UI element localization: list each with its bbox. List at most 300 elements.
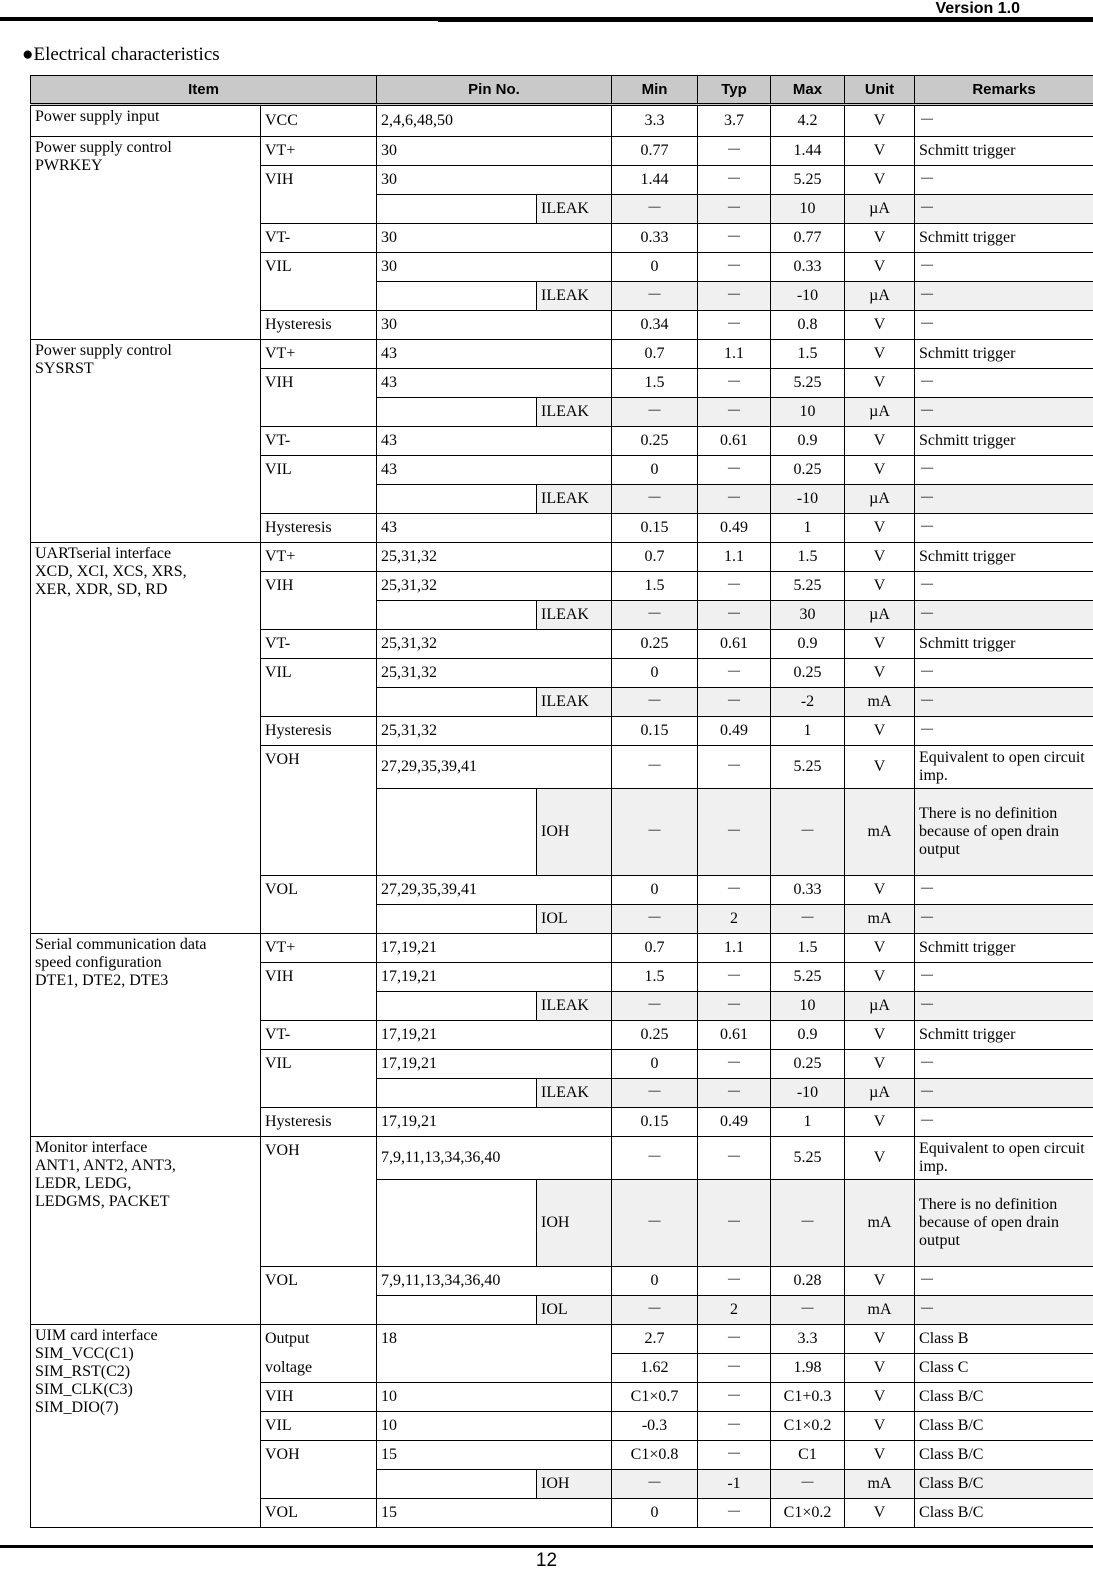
min-value: － xyxy=(612,398,698,427)
min-value: － xyxy=(612,195,698,224)
pin-blank xyxy=(377,1470,537,1499)
typ-value: － xyxy=(698,1354,771,1383)
pin-blank xyxy=(377,789,537,876)
param-name: VIH xyxy=(261,572,377,630)
min-value: 0 xyxy=(612,1499,698,1528)
typ-value: － xyxy=(698,456,771,485)
remarks: Class C xyxy=(915,1354,1093,1383)
max-value: 1 xyxy=(771,1108,845,1137)
unit-value: µA xyxy=(845,992,915,1021)
min-value: 0 xyxy=(612,876,698,905)
max-value: 30 xyxy=(771,601,845,630)
unit-value: µA xyxy=(845,1079,915,1108)
unit-value: V xyxy=(845,369,915,398)
max-value: 1.5 xyxy=(771,934,845,963)
unit-value: V xyxy=(845,1412,915,1441)
param-name: VOL xyxy=(261,1267,377,1325)
unit-value: V xyxy=(845,543,915,572)
min-value: 2.7 xyxy=(612,1325,698,1354)
remarks: Class B/C xyxy=(915,1470,1093,1499)
remarks: － xyxy=(915,456,1093,485)
pin-blank xyxy=(377,992,537,1021)
pin-number: 43 xyxy=(377,340,612,369)
max-value: -10 xyxy=(771,1079,845,1108)
sub-param: IOL xyxy=(537,1296,612,1325)
unit-value: V xyxy=(845,311,915,340)
param-name: VT+ xyxy=(261,934,377,963)
typ-value: － xyxy=(698,659,771,688)
header-remarks: Remarks xyxy=(915,76,1093,105)
param-name: VIL xyxy=(261,659,377,717)
remarks: There is no definition because of open drain output xyxy=(915,1180,1093,1267)
min-value: 0.7 xyxy=(612,934,698,963)
unit-value: µA xyxy=(845,195,915,224)
typ-value: － xyxy=(698,992,771,1021)
pin-number: 30 xyxy=(377,311,612,340)
min-value: 1.44 xyxy=(612,166,698,195)
unit-value: V xyxy=(845,166,915,195)
remarks: － xyxy=(915,514,1093,543)
min-value: 0.25 xyxy=(612,427,698,456)
typ-value: 0.61 xyxy=(698,427,771,456)
remarks: － xyxy=(915,1296,1093,1325)
typ-value: － xyxy=(698,1180,771,1267)
sub-param: IOH xyxy=(537,1470,612,1499)
max-value: 10 xyxy=(771,992,845,1021)
unit-value: µA xyxy=(845,282,915,311)
max-value: 10 xyxy=(771,398,845,427)
max-value: 5.25 xyxy=(771,746,845,789)
min-value: 0.15 xyxy=(612,1108,698,1137)
unit-value: V xyxy=(845,456,915,485)
remarks: Schmitt trigger xyxy=(915,543,1093,572)
unit-value: V xyxy=(845,340,915,369)
remarks: － xyxy=(915,1267,1093,1296)
typ-value: 0.49 xyxy=(698,1108,771,1137)
pin-blank xyxy=(377,905,537,934)
item-name: Power supply control PWRKEY xyxy=(31,137,261,340)
remarks: － xyxy=(915,992,1093,1021)
pin-blank xyxy=(377,601,537,630)
table-row xyxy=(31,1325,1093,1354)
min-value: 0.7 xyxy=(612,340,698,369)
unit-value: V xyxy=(845,514,915,543)
unit-value: µA xyxy=(845,398,915,427)
unit-value: V xyxy=(845,630,915,659)
pin-number: 17,19,21 xyxy=(377,1050,612,1079)
unit-value: V xyxy=(845,1137,915,1180)
pin-number: 27,29,35,39,41 xyxy=(377,876,612,905)
pin-number: 15 xyxy=(377,1499,612,1528)
typ-value: 0.61 xyxy=(698,1021,771,1050)
min-value: 0 xyxy=(612,1050,698,1079)
typ-value: 0.61 xyxy=(698,630,771,659)
remarks: － xyxy=(915,282,1093,311)
header-pin: Pin No. xyxy=(377,76,612,105)
header-max: Max xyxy=(771,76,845,105)
item-name: Serial communication data speed configuration DTE1, DTE2, DTE3 xyxy=(31,934,261,1137)
remarks: － xyxy=(915,688,1093,717)
max-value: 5.25 xyxy=(771,963,845,992)
table-row xyxy=(31,105,1093,137)
pin-number: 7,9,11,13,34,36,40 xyxy=(377,1267,612,1296)
typ-value: － xyxy=(698,137,771,166)
max-value: 3.3 xyxy=(771,1325,845,1354)
max-value: 5.25 xyxy=(771,572,845,601)
pin-number: 18 xyxy=(377,1325,612,1354)
param-name: VIH xyxy=(261,166,377,224)
remarks: Schmitt trigger xyxy=(915,1021,1093,1050)
max-value: -10 xyxy=(771,485,845,514)
sub-param: ILEAK xyxy=(537,195,612,224)
unit-value: V xyxy=(845,253,915,282)
min-value: 1.5 xyxy=(612,572,698,601)
min-value: 0.25 xyxy=(612,630,698,659)
min-value: － xyxy=(612,1079,698,1108)
min-value: － xyxy=(612,688,698,717)
pin-blank xyxy=(377,1079,537,1108)
min-value: C1×0.8 xyxy=(612,1441,698,1470)
max-value: C1×0.2 xyxy=(771,1412,845,1441)
remarks: Schmitt trigger xyxy=(915,934,1093,963)
max-value: 0.25 xyxy=(771,1050,845,1079)
max-value: -10 xyxy=(771,282,845,311)
typ-value: － xyxy=(698,1499,771,1528)
remarks: Class B xyxy=(915,1325,1093,1354)
min-value: 0 xyxy=(612,253,698,282)
min-value: 0 xyxy=(612,456,698,485)
pin-number: 17,19,21 xyxy=(377,1021,612,1050)
unit-value: mA xyxy=(845,1180,915,1267)
min-value: 1.5 xyxy=(612,369,698,398)
max-value: 0.9 xyxy=(771,630,845,659)
typ-value: － xyxy=(698,1050,771,1079)
remarks: － xyxy=(915,1079,1093,1108)
remarks: Equivalent to open circuit imp. xyxy=(915,1137,1093,1180)
max-value: 4.2 xyxy=(771,105,845,137)
table-row xyxy=(31,137,1093,166)
unit-value: V xyxy=(845,1499,915,1528)
max-value: 0.28 xyxy=(771,1267,845,1296)
typ-value: － xyxy=(698,1079,771,1108)
max-value: C1 xyxy=(771,1441,845,1470)
pin-number: 2,4,6,48,50 xyxy=(377,105,612,137)
pin-number: 25,31,32 xyxy=(377,717,612,746)
max-value: － xyxy=(771,789,845,876)
pin-blank xyxy=(377,688,537,717)
pin-number: 15 xyxy=(377,1441,612,1470)
param-name: Hysteresis xyxy=(261,311,377,340)
unit-value: µA xyxy=(845,601,915,630)
unit-value: mA xyxy=(845,688,915,717)
pin-number: 17,19,21 xyxy=(377,1108,612,1137)
unit-value: V xyxy=(845,1383,915,1412)
param-name: VT+ xyxy=(261,543,377,572)
typ-value: － xyxy=(698,166,771,195)
max-value: C1×0.2 xyxy=(771,1499,845,1528)
min-value: 0.25 xyxy=(612,1021,698,1050)
pin-blank xyxy=(377,1296,537,1325)
min-value: － xyxy=(612,905,698,934)
header-rule-thin xyxy=(438,21,1093,22)
sub-param: ILEAK xyxy=(537,1079,612,1108)
pin-number: 27,29,35,39,41 xyxy=(377,746,612,789)
header-min: Min xyxy=(612,76,698,105)
max-value: 1.5 xyxy=(771,340,845,369)
pin-blank xyxy=(377,485,537,514)
typ-value: － xyxy=(698,1441,771,1470)
min-value: － xyxy=(612,1470,698,1499)
remarks: － xyxy=(915,717,1093,746)
pin-number: 30 xyxy=(377,253,612,282)
typ-value: － xyxy=(698,1383,771,1412)
unit-value: V xyxy=(845,934,915,963)
max-value: － xyxy=(771,1296,845,1325)
max-value: 0.9 xyxy=(771,1021,845,1050)
sub-param: ILEAK xyxy=(537,688,612,717)
typ-value: － xyxy=(698,746,771,789)
pin-number: 25,31,32 xyxy=(377,572,612,601)
pin-number: 30 xyxy=(377,137,612,166)
remarks: Schmitt trigger xyxy=(915,224,1093,253)
typ-value: － xyxy=(698,253,771,282)
sub-param: IOH xyxy=(537,789,612,876)
table-header-row xyxy=(31,76,1093,105)
min-value: － xyxy=(612,601,698,630)
param-name: VOH xyxy=(261,1441,377,1499)
unit-value: V xyxy=(845,427,915,456)
param-name: Hysteresis xyxy=(261,717,377,746)
remarks: Class B/C xyxy=(915,1499,1093,1528)
section-title: ●Electrical characteristics xyxy=(22,44,220,65)
remarks: － xyxy=(915,876,1093,905)
unit-value: V xyxy=(845,224,915,253)
min-value: － xyxy=(612,992,698,1021)
pin-number: 17,19,21 xyxy=(377,963,612,992)
min-value: 0.15 xyxy=(612,717,698,746)
unit-value: V xyxy=(845,963,915,992)
max-value: 10 xyxy=(771,195,845,224)
sub-param: IOH xyxy=(537,1180,612,1267)
pin-blank xyxy=(377,1180,537,1267)
min-value: － xyxy=(612,1137,698,1180)
max-value: 0.9 xyxy=(771,427,845,456)
remarks: － xyxy=(915,601,1093,630)
typ-value: 1.1 xyxy=(698,934,771,963)
sub-param: IOL xyxy=(537,905,612,934)
table-row xyxy=(31,340,1093,369)
item-name: Power supply input xyxy=(31,105,261,137)
remarks: － xyxy=(915,659,1093,688)
pin-number: 25,31,32 xyxy=(377,659,612,688)
unit-value: V xyxy=(845,746,915,789)
typ-value: － xyxy=(698,1137,771,1180)
unit-value: mA xyxy=(845,1470,915,1499)
min-value: 0 xyxy=(612,659,698,688)
param-name: VIH xyxy=(261,1383,377,1412)
unit-value: V xyxy=(845,1021,915,1050)
header-unit: Unit xyxy=(845,76,915,105)
typ-value: － xyxy=(698,789,771,876)
remarks: Class B/C xyxy=(915,1383,1093,1412)
item-name: Power supply control SYSRST xyxy=(31,340,261,543)
unit-value: V xyxy=(845,659,915,688)
max-value: 5.25 xyxy=(771,1137,845,1180)
typ-value: － xyxy=(698,311,771,340)
remarks: There is no definition because of open drain output xyxy=(915,789,1093,876)
unit-value: mA xyxy=(845,1296,915,1325)
typ-value: -1 xyxy=(698,1470,771,1499)
typ-value: － xyxy=(698,224,771,253)
max-value: 1.44 xyxy=(771,137,845,166)
typ-value: － xyxy=(698,398,771,427)
pin-number: 30 xyxy=(377,224,612,253)
max-value: 0.33 xyxy=(771,253,845,282)
unit-value: V xyxy=(845,137,915,166)
param-name: VCC xyxy=(261,105,377,137)
table-row xyxy=(31,1137,1093,1180)
item-name: UIM card interface SIM_VCC(C1) SIM_RST(C2) SIM_CLK(C3) SIM_DIO(7) xyxy=(31,1325,261,1528)
max-value: － xyxy=(771,1180,845,1267)
pin-blank xyxy=(377,398,537,427)
min-value: 0.77 xyxy=(612,137,698,166)
max-value: 0.8 xyxy=(771,311,845,340)
max-value: － xyxy=(771,905,845,934)
param-name: VOL xyxy=(261,1499,377,1528)
typ-value: － xyxy=(698,1412,771,1441)
typ-value: － xyxy=(698,688,771,717)
param-name: VT- xyxy=(261,427,377,456)
max-value: 5.25 xyxy=(771,166,845,195)
max-value: 5.25 xyxy=(771,369,845,398)
param-name: VIL xyxy=(261,456,377,514)
unit-value: V xyxy=(845,1050,915,1079)
header-item: Item xyxy=(31,76,377,105)
pin-number: 25,31,32 xyxy=(377,630,612,659)
min-value: 3.3 xyxy=(612,105,698,137)
typ-value: 2 xyxy=(698,1296,771,1325)
pin-blank xyxy=(377,195,537,224)
remarks: － xyxy=(915,905,1093,934)
max-value: 1 xyxy=(771,514,845,543)
param-name: VIH xyxy=(261,369,377,427)
pin-number: 7,9,11,13,34,36,40 xyxy=(377,1137,612,1180)
param-name: VIH xyxy=(261,963,377,1021)
unit-value: V xyxy=(845,105,915,137)
max-value: 1 xyxy=(771,717,845,746)
typ-value: － xyxy=(698,485,771,514)
pin-number: 43 xyxy=(377,369,612,398)
min-value: 0.34 xyxy=(612,311,698,340)
remarks: Schmitt trigger xyxy=(915,340,1093,369)
min-value: 0.7 xyxy=(612,543,698,572)
typ-value: － xyxy=(698,572,771,601)
min-value: 0 xyxy=(612,1267,698,1296)
remarks: Equivalent to open circuit imp. xyxy=(915,746,1093,789)
remarks: Schmitt trigger xyxy=(915,630,1093,659)
param-name: VT- xyxy=(261,224,377,253)
remarks: － xyxy=(915,572,1093,601)
sub-param: ILEAK xyxy=(537,601,612,630)
item-name: UARTserial interface XCD, XCI, XCS, XRS, XER, XDR, SD, RD xyxy=(31,543,261,934)
param-name: VIL xyxy=(261,1050,377,1108)
typ-value: － xyxy=(698,282,771,311)
max-value: 1.98 xyxy=(771,1354,845,1383)
remarks: － xyxy=(915,166,1093,195)
min-value: － xyxy=(612,282,698,311)
remarks: － xyxy=(915,1108,1093,1137)
typ-value: 2 xyxy=(698,905,771,934)
typ-value: － xyxy=(698,195,771,224)
remarks: － xyxy=(915,105,1093,137)
min-value: 0.15 xyxy=(612,514,698,543)
unit-value: mA xyxy=(845,789,915,876)
remarks: Schmitt trigger xyxy=(915,137,1093,166)
param-name: Hysteresis xyxy=(261,1108,377,1137)
min-value: － xyxy=(612,789,698,876)
remarks: － xyxy=(915,253,1093,282)
pin-number: 43 xyxy=(377,427,612,456)
unit-value: V xyxy=(845,572,915,601)
page-number: 12 xyxy=(535,1550,558,1571)
typ-value: － xyxy=(698,1325,771,1354)
pin-number: 43 xyxy=(377,514,612,543)
typ-value: － xyxy=(698,601,771,630)
typ-value: － xyxy=(698,963,771,992)
pin-number: 17,19,21 xyxy=(377,934,612,963)
pin-number: 25,31,32 xyxy=(377,543,612,572)
unit-value: V xyxy=(845,1325,915,1354)
param-name: Output xyxy=(261,1325,377,1354)
param-name: VOH xyxy=(261,1137,377,1267)
remarks: － xyxy=(915,195,1093,224)
param-name: VOL xyxy=(261,876,377,934)
pin-number xyxy=(377,1354,612,1383)
min-value: － xyxy=(612,1180,698,1267)
unit-value: V xyxy=(845,1267,915,1296)
typ-value: 1.1 xyxy=(698,340,771,369)
max-value: － xyxy=(771,1470,845,1499)
min-value: C1×0.7 xyxy=(612,1383,698,1412)
max-value: 0.77 xyxy=(771,224,845,253)
sub-param: ILEAK xyxy=(537,282,612,311)
version-label: Version 1.0 xyxy=(935,0,1020,17)
table-body xyxy=(31,105,1093,1528)
param-name: VT- xyxy=(261,1021,377,1050)
remarks: － xyxy=(915,963,1093,992)
remarks: Class B/C xyxy=(915,1441,1093,1470)
electrical-characteristics-table xyxy=(30,75,1093,1528)
typ-value: － xyxy=(698,369,771,398)
typ-value: 0.49 xyxy=(698,514,771,543)
min-value: － xyxy=(612,485,698,514)
unit-value: V xyxy=(845,717,915,746)
unit-value: V xyxy=(845,876,915,905)
unit-value: V xyxy=(845,1354,915,1383)
remarks: － xyxy=(915,398,1093,427)
param-name: VIL xyxy=(261,1412,377,1441)
param-name: VT+ xyxy=(261,137,377,166)
max-value: 0.33 xyxy=(771,876,845,905)
min-value: 1.62 xyxy=(612,1354,698,1383)
param-name: VT- xyxy=(261,630,377,659)
unit-value: mA xyxy=(845,905,915,934)
typ-value: － xyxy=(698,876,771,905)
remarks: Class B/C xyxy=(915,1412,1093,1441)
min-value: -0.3 xyxy=(612,1412,698,1441)
item-name: Monitor interface ANT1, ANT2, ANT3, LEDR, LEDG, LEDGMS, PACKET xyxy=(31,1137,261,1325)
param-name: VT+ xyxy=(261,340,377,369)
